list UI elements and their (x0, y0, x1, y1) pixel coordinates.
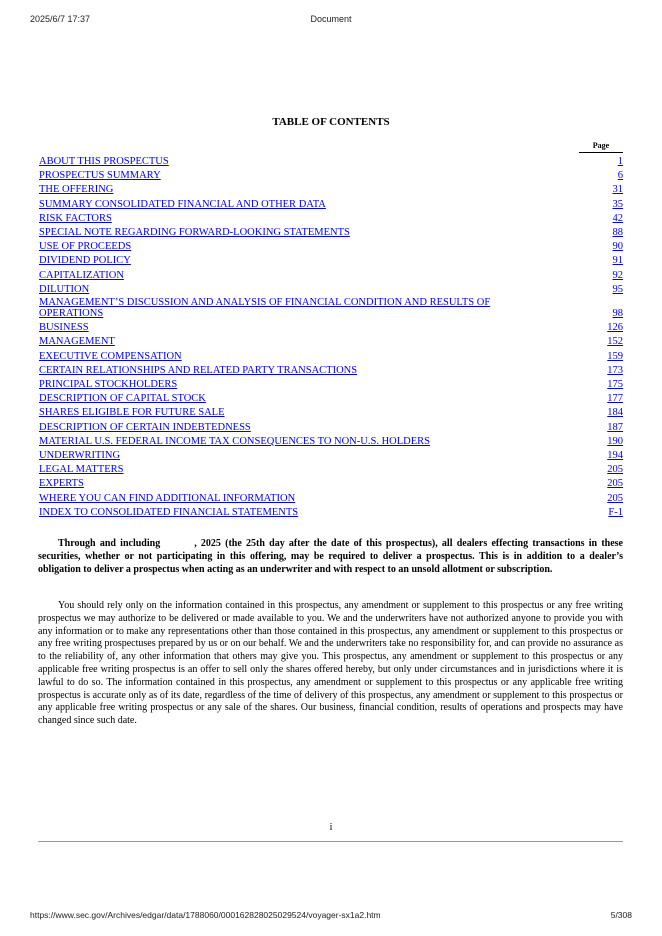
toc-link[interactable]: USE OF PROCEEDS (39, 241, 132, 253)
toc-page-link[interactable]: 42 (612, 212, 623, 224)
toc-item (39, 449, 623, 463)
toc-link[interactable]: PRINCIPAL STOCKHOLDERS (39, 379, 178, 391)
toc-page-link[interactable]: 159 (607, 350, 623, 362)
notice-part-2: , 2025 (the 25th day after the date of this prospectus), all dealers effecting transactions in these securities, whether or not participating in this offering, may be required to deliver a prospectus. This is in addition to a dealer’s obligation to deliver a prospectus when acting as an underwriter and with respect to an unsold allotment or subscription. (38, 538, 623, 576)
toc-link[interactable]: DESCRIPTION OF CERTAIN INDEBTEDNESS (39, 421, 251, 433)
toc-link[interactable]: LEGAL MATTERS (39, 464, 124, 476)
toc-item (39, 435, 623, 449)
toc-link[interactable]: SHARES ELIGIBLE FOR FUTURE SALE (39, 407, 225, 419)
toc-page-link[interactable]: 205 (607, 478, 623, 490)
notice-part-1: Through and including (58, 538, 161, 549)
toc-link[interactable]: BUSINESS (39, 322, 89, 334)
toc-item (39, 283, 623, 297)
page-column-header: Page (579, 141, 623, 153)
toc-link[interactable]: DESCRIPTION OF CAPITAL STOCK (39, 393, 206, 405)
toc-item (39, 183, 623, 197)
toc-link[interactable]: INDEX TO CONSOLIDATED FINANCIAL STATEMENTS (39, 506, 299, 518)
toc-item (39, 335, 623, 349)
print-url: https://www.sec.gov/Archives/edgar/data/1788060/000162828025029524/voyager-sx1a2.htm (30, 910, 381, 920)
toc-item (39, 226, 623, 240)
toc-item (39, 254, 623, 268)
page-divider (38, 841, 623, 842)
toc-item (39, 506, 623, 520)
dealer-delivery-notice (38, 537, 623, 577)
toc-page-link[interactable]: 90 (612, 241, 623, 253)
print-doc-title: Document (310, 14, 352, 24)
toc-page-link[interactable]: 175 (607, 379, 623, 391)
toc-item (39, 392, 623, 406)
toc-title: TABLE OF CONTENTS (272, 116, 390, 128)
toc-page-link[interactable]: 98 (612, 308, 623, 320)
toc-link[interactable]: EXECUTIVE COMPENSATION (39, 350, 182, 362)
toc-link[interactable]: SPECIAL NOTE REGARDING FORWARD-LOOKING STATEMENTS (39, 227, 350, 239)
toc-page-link[interactable]: 190 (607, 435, 623, 447)
toc-item (39, 463, 623, 477)
toc-link[interactable]: UNDERWRITING (39, 450, 121, 462)
toc-item (39, 406, 623, 420)
toc-item (39, 169, 623, 183)
toc-item (39, 492, 623, 506)
toc-link[interactable]: WHERE YOU CAN FIND ADDITIONAL INFORMATION (39, 492, 296, 504)
toc-item (39, 321, 623, 335)
toc-link[interactable]: DIVIDEND POLICY (39, 255, 131, 267)
toc-page-link[interactable]: F-1 (608, 506, 623, 518)
toc-item (39, 155, 623, 169)
toc-item (39, 378, 623, 392)
print-page-count: 5/308 (610, 910, 632, 920)
toc-page-link[interactable]: 91 (612, 255, 623, 267)
toc-link[interactable]: THE OFFERING (39, 184, 114, 196)
toc-page-link[interactable]: 205 (607, 492, 623, 504)
toc-link[interactable]: DILUTION (39, 283, 90, 295)
toc-link[interactable]: PROSPECTUS SUMMARY (39, 170, 161, 182)
toc-link[interactable]: MANAGEMENT’S DISCUSSION AND ANALYSIS OF FINANCIAL CONDITION AND RESULTS OF OPERATIONS (39, 297, 491, 320)
toc-item (39, 297, 623, 321)
toc-list (39, 155, 623, 520)
toc-item (39, 477, 623, 491)
page-number: i (329, 822, 333, 833)
toc-item (39, 240, 623, 254)
toc-page-link[interactable]: 92 (612, 269, 623, 281)
toc-page-link[interactable]: 6 (617, 170, 623, 182)
toc-page-link[interactable]: 1 (617, 156, 623, 167)
toc-page-link[interactable]: 205 (607, 464, 623, 476)
toc-item (39, 212, 623, 226)
toc-link[interactable]: CERTAIN RELATIONSHIPS AND RELATED PARTY TRANSACTIONS (39, 364, 358, 376)
toc-page-link[interactable]: 173 (607, 364, 623, 376)
toc-page-link[interactable]: 177 (607, 393, 623, 405)
toc-page-link[interactable]: 88 (612, 227, 623, 239)
toc-link[interactable]: EXPERTS (39, 478, 84, 490)
toc-page-link[interactable]: 187 (607, 421, 623, 433)
reliance-paragraph: You should rely only on the information contained in this prospectus, any amendment or supplement to this prospectus or any free writing prospectus we may authorize to be delivered or made available to you. We and the underwriters have not authorized anyone to provide you with any information or to make any representations other than those contained in this prospectus, any amendment or supplement to this prospectus or any free writing prospectuses prepared by us or on our behalf. We and the underwriters take no responsibility for, and can provide no assurance as to the reliability of, any other information that others may give you. This prospectus, any amendment or supplement to this prospectus or any applicable free writing prospectus is an offer to sell only the shares offered hereby, but only under circumstances and in jurisdictions where it is lawful to do so. The information contained in this prospectus, any amendment or supplement to this prospectus or any applicable free writing prospectus is accurate only as of its date, regardless of the time of delivery of this prospectus, any amendment or supplement to this prospectus or any applicable free writing prospectus or any sale of the shares. Our business, financial condition, results of operations and prospects may have changed since such date. (38, 600, 623, 727)
toc-item (39, 269, 623, 283)
toc-page-link[interactable]: 95 (612, 283, 623, 295)
toc-item (39, 364, 623, 378)
toc-page-link[interactable]: 31 (612, 184, 623, 196)
toc-link[interactable]: MANAGEMENT (39, 336, 115, 348)
toc-link[interactable]: RISK FACTORS (39, 212, 112, 224)
toc-page-link[interactable]: 152 (607, 336, 623, 348)
toc-item (39, 350, 623, 364)
toc-link[interactable]: SUMMARY CONSOLIDATED FINANCIAL AND OTHER DATA (39, 198, 326, 210)
print-timestamp: 2025/6/7 17:37 (30, 14, 91, 24)
browser-print-footer (30, 910, 632, 924)
toc-item (39, 198, 623, 212)
toc-page-link[interactable]: 126 (607, 322, 623, 334)
toc-page-link[interactable]: 35 (612, 198, 623, 210)
toc-item (39, 421, 623, 435)
browser-print-header (30, 14, 632, 28)
toc-page-link[interactable]: 194 (607, 450, 623, 462)
toc-page-link[interactable]: 184 (607, 407, 623, 419)
toc-link[interactable]: ABOUT THIS PROSPECTUS (39, 156, 169, 167)
toc-link[interactable]: MATERIAL U.S. FEDERAL INCOME TAX CONSEQUENCES TO NON-U.S. HOLDERS (39, 435, 430, 447)
toc-link[interactable]: CAPITALIZATION (39, 269, 124, 281)
